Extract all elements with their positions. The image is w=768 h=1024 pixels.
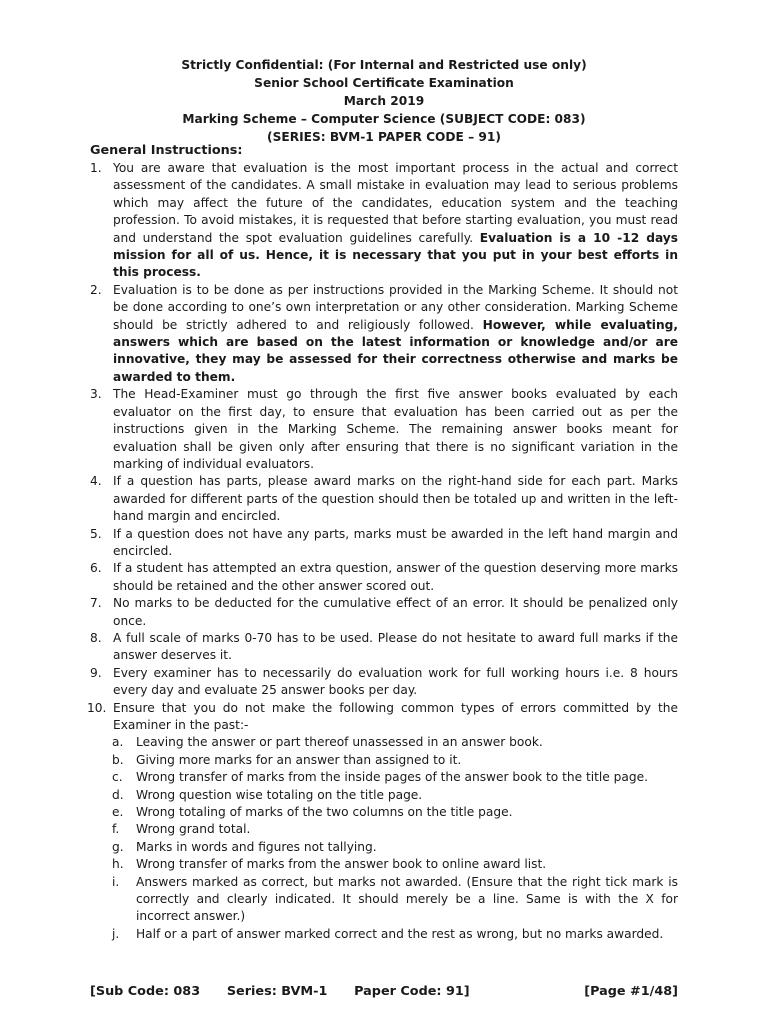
- error-item-j: [90, 926, 678, 943]
- error-item-c: [90, 769, 678, 786]
- item-text: No marks to be deducted for the cumulative effect of an error. It should be penalized only once.: [113, 596, 678, 628]
- error-item-b: [90, 752, 678, 769]
- error-item-g: [90, 839, 678, 856]
- instruction-item-1: [90, 160, 678, 282]
- sub-item-letter: i.: [112, 874, 120, 889]
- sub-item-text: Half or a part of answer marked correct and the rest as wrong, but no marks awarded.: [136, 926, 664, 941]
- item-number: 7.: [90, 596, 102, 611]
- item-text: If a question does not have any parts, marks must be awarded in the left hand margin and encircled.: [113, 526, 678, 558]
- sub-item-letter: j.: [112, 926, 120, 941]
- exam-date: March 2019: [343, 94, 425, 108]
- item-text: Evaluation is to be done as per instructions provided in the Marking Scheme. It should not be done according to one’s own interpretation or any other consideration. Marking Scheme should be strictly adhered to and religiously followed.: [113, 282, 678, 332]
- sub-item-text: Wrong transfer of marks from the inside pages of the answer book to the title page.: [136, 770, 648, 785]
- sub-item-text: Wrong transfer of marks from the answer book to online award list.: [136, 857, 547, 872]
- item-number: 5.: [90, 526, 102, 541]
- error-item-a: [90, 734, 678, 751]
- instruction-item-9: [90, 665, 678, 700]
- error-item-d: [90, 787, 678, 804]
- page-number: [Page #1/48]: [584, 984, 678, 999]
- general-instructions-heading: General Instructions:: [90, 143, 243, 158]
- sub-item-text: Marks in words and figures not tallying.: [136, 839, 377, 854]
- marking-scheme-title: Marking Scheme – Computer Science (SUBJECT CODE: 083): [182, 112, 586, 126]
- instruction-item-7: [90, 595, 678, 630]
- sub-item-letter: c.: [112, 770, 123, 785]
- sub-item-text: Giving more marks for an answer than assigned to it.: [136, 752, 462, 767]
- item-text: A full scale of marks 0-70 has to be used. Please do not hesitate to award full marks if the answer deserves it.: [113, 630, 678, 663]
- exam-name: Senior School Certificate Examination: [254, 76, 514, 90]
- instruction-item-8: [90, 630, 678, 665]
- item-text: Every examiner has to necessarily do evaluation work for full working hours i.e. 8 hours every day and evaluate 25 answer books per day.: [113, 665, 678, 698]
- instruction-item-4: [90, 473, 678, 525]
- item-number: 6.: [90, 561, 102, 576]
- sub-item-text: Leaving the answer or part thereof unassessed in an answer book.: [136, 735, 543, 750]
- sub-item-text: Wrong question wise totaling on the title page.: [136, 787, 423, 802]
- error-item-h: [90, 856, 678, 873]
- item-number: 10.: [87, 700, 107, 715]
- item-number: 2.: [90, 282, 102, 297]
- error-item-i: [90, 874, 678, 926]
- instruction-item-10: [87, 700, 678, 735]
- sub-item-text: Wrong totaling of marks of the two columns on the title page.: [136, 805, 513, 820]
- sub-item-letter: g.: [112, 839, 124, 854]
- item-text: If a question has parts, please award marks on the right-hand side for each part. Marks awarded for different parts of the question should then be totaled up and written in the left-hand margin and encircled.: [113, 474, 678, 524]
- item-bold-text: Evaluation is a 10 -12 days mission for all of us. Hence, it is necessary that you put in your best efforts in this process.: [113, 230, 678, 280]
- error-item-e: [90, 804, 678, 821]
- item-text: The Head-Examiner must go through the first five answer books evaluated by each evaluator on the first day, to ensure that evaluation has been carried out as per the instructions given in the Marking Scheme. The remaining answer books meant for evaluation shall be given only after ensuring that there is no significant variation in the marking of individual evaluators.: [113, 387, 678, 471]
- sub-item-letter: e.: [112, 805, 124, 820]
- footer-codes: [Sub Code: 083 Series: BVM-1 Paper Code: 91]: [90, 984, 470, 999]
- sub-item-letter: d.: [112, 787, 124, 802]
- sub-item-text: Wrong grand total.: [136, 822, 251, 837]
- instruction-item-5: [90, 526, 678, 561]
- error-item-f: [90, 821, 678, 838]
- item-number: 1.: [90, 161, 102, 175]
- item-number: 9.: [90, 665, 102, 680]
- sub-item-letter: h.: [112, 857, 124, 872]
- item-number: 8.: [90, 630, 102, 645]
- item-number: 3.: [90, 387, 102, 402]
- sub-item-text: Answers marked as correct, but marks not awarded. (Ensure that the right tick mark is correctly and clearly indicated. It should merely be a line. Same is with the X for incorrect answer.): [136, 874, 678, 924]
- instruction-item-6: [90, 560, 678, 595]
- confidential-line: Strictly Confidential: (For Internal and Restricted use only): [181, 58, 587, 72]
- instructions-list: [87, 160, 679, 943]
- item-text: You are aware that evaluation is the most important process in the actual and correct assessment of the candidates. A small mistake in evaluation may lead to serious problems which may affect the future of the candidates, education system and the teaching profession. To avoid mistakes, it is requested that before starting evaluation, you must read and understand the spot evaluation guidelines carefully.: [113, 161, 678, 245]
- sub-item-letter: f.: [112, 822, 120, 837]
- document-header: [90, 56, 678, 146]
- item-text: If a student has attempted an extra question, answer of the question deserving more marks should be retained and the other answer scored out.: [113, 561, 678, 593]
- instruction-item-2: [90, 282, 678, 386]
- instruction-item-3: [90, 386, 678, 473]
- item-bold-text: However, while evaluating, answers which are based on the latest information or knowledge and/or are innovative, they may be assessed for their correctness otherwise and marks be awarded to them.: [113, 317, 679, 384]
- item-number: 4.: [90, 474, 102, 489]
- series-paper-code: (SERIES: BVM-1 PAPER CODE – 91): [267, 130, 501, 144]
- item-text: Ensure that you do not make the following common types of errors committed by the Examiner in the past:-: [113, 700, 678, 732]
- sub-item-letter: b.: [112, 752, 124, 767]
- sub-item-letter: a.: [112, 735, 124, 750]
